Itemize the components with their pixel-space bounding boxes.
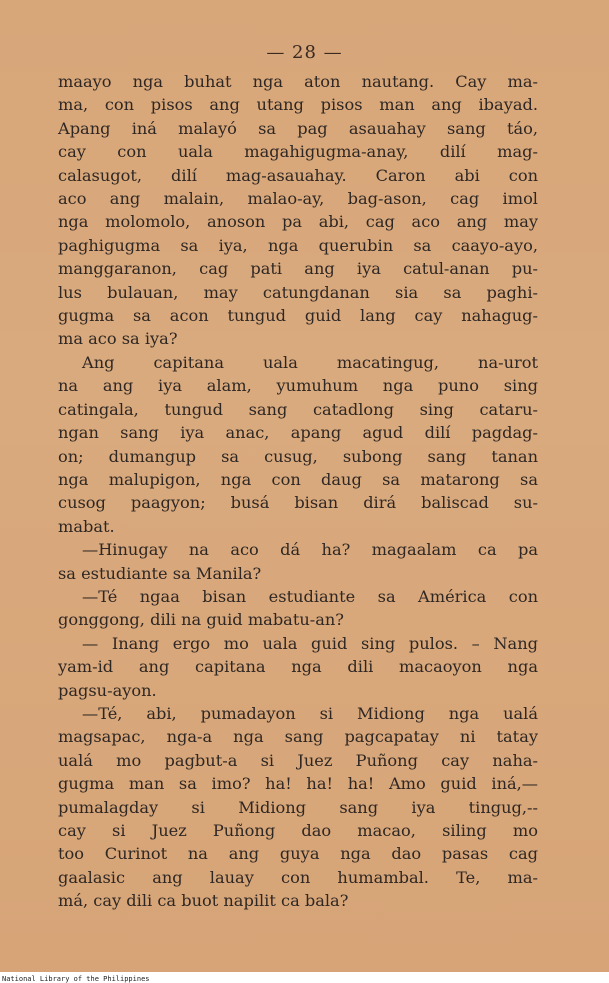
text-line: calasugot, dilí mag-asauahay. Caron abi con xyxy=(58,165,538,185)
text-line: ngan sang iya anac, apang agud dilí pagdag- xyxy=(58,423,538,443)
text-line: gugma sa acon tungud guid lang cay nahagug- xyxy=(58,306,538,326)
text-line: gonggong, dili na guid mabatu-an? xyxy=(58,610,344,630)
text-line: magsapac, nga-a nga sang pagcapatay ni tatay xyxy=(58,727,538,747)
text-line: Apang iná malayó sa pag asauahay sang táo, xyxy=(58,118,538,138)
text-line: —Té, abi, pumadayon si Midiong nga ualá xyxy=(82,703,538,723)
text-line: ualá mo pagbut-a si Juez Puñong cay naha- xyxy=(58,750,538,770)
text-line: cay con uala magahigugma-anay, dilí mag- xyxy=(58,142,538,162)
text-line: pumalagday si Midiong sang iya tingug,-- xyxy=(58,797,538,817)
text-line: cusog paagyon; busá bisan dirá baliscad su- xyxy=(58,493,538,513)
text-line: —Té ngaa bisan estudiante sa América con xyxy=(82,586,538,606)
paragraph-1 xyxy=(58,70,538,351)
text-line: paghigugma sa iya, nga querubin sa caayo-ayo, xyxy=(58,235,538,255)
text-line: —Hinugay na aco dá ha? magaalam ca pa xyxy=(82,540,538,560)
body-text xyxy=(58,70,538,913)
text-line: na ang iya alam, yumuhum nga puno sing xyxy=(58,376,538,396)
text-line: pagsu-ayon. xyxy=(58,680,157,700)
text-line: má, cay dili ca buot napilit ca bala? xyxy=(58,891,349,911)
text-line: ma aco sa iya? xyxy=(58,329,178,349)
library-footer: National Library of the Philippines xyxy=(2,975,150,983)
paragraph-4 xyxy=(58,585,538,632)
text-line: lus bulauan, may catungdanan sia sa paghi- xyxy=(58,282,538,302)
text-line: Ang capitana uala macatingug, na-urot xyxy=(82,352,538,372)
paragraph-5 xyxy=(58,632,538,702)
paragraph-6 xyxy=(58,702,538,913)
text-line: cay si Juez Puñong dao macao, siling mo xyxy=(58,821,538,840)
text-line: maayo nga buhat nga aton nautang. Cay ma- xyxy=(58,72,538,91)
text-line: yam-id ang capitana nga dili macaoyon nga xyxy=(58,657,538,677)
text-line: too Curinot na ang guya nga dao pasas cag xyxy=(58,844,538,864)
text-line: mabat. xyxy=(58,516,115,536)
text-line: sa estudiante sa Manila? xyxy=(58,563,262,583)
text-line: manggaranon, cag pati ang iya catul-anan pu- xyxy=(58,259,538,279)
text-line: ma, con pisos ang utang pisos man ang ibayad. xyxy=(58,95,538,115)
text-line: on; dumangup sa cusug, subong sang tanan xyxy=(58,446,538,466)
text-line: nga malupigon, nga con daug sa matarong sa xyxy=(58,469,538,489)
text-line: nga molomolo, anoson pa abi, cag aco ang may xyxy=(58,212,538,232)
paragraph-2 xyxy=(58,351,538,538)
text-line: catingala, tungud sang catadlong sing cataru- xyxy=(58,399,538,419)
paragraph-3 xyxy=(58,538,538,585)
page-number: — 28 — xyxy=(266,42,343,63)
text-line: gaalasic ang lauay con humambal. Te, ma- xyxy=(58,867,538,887)
text-line: — Inang ergo mo uala guid sing pulos. – Nang xyxy=(82,633,538,653)
text-line: gugma man sa imo? ha! ha! ha! Amo guid iná,— xyxy=(58,774,538,794)
text-line: aco ang malain, malao-ay, bag-ason, cag imol xyxy=(58,189,538,209)
